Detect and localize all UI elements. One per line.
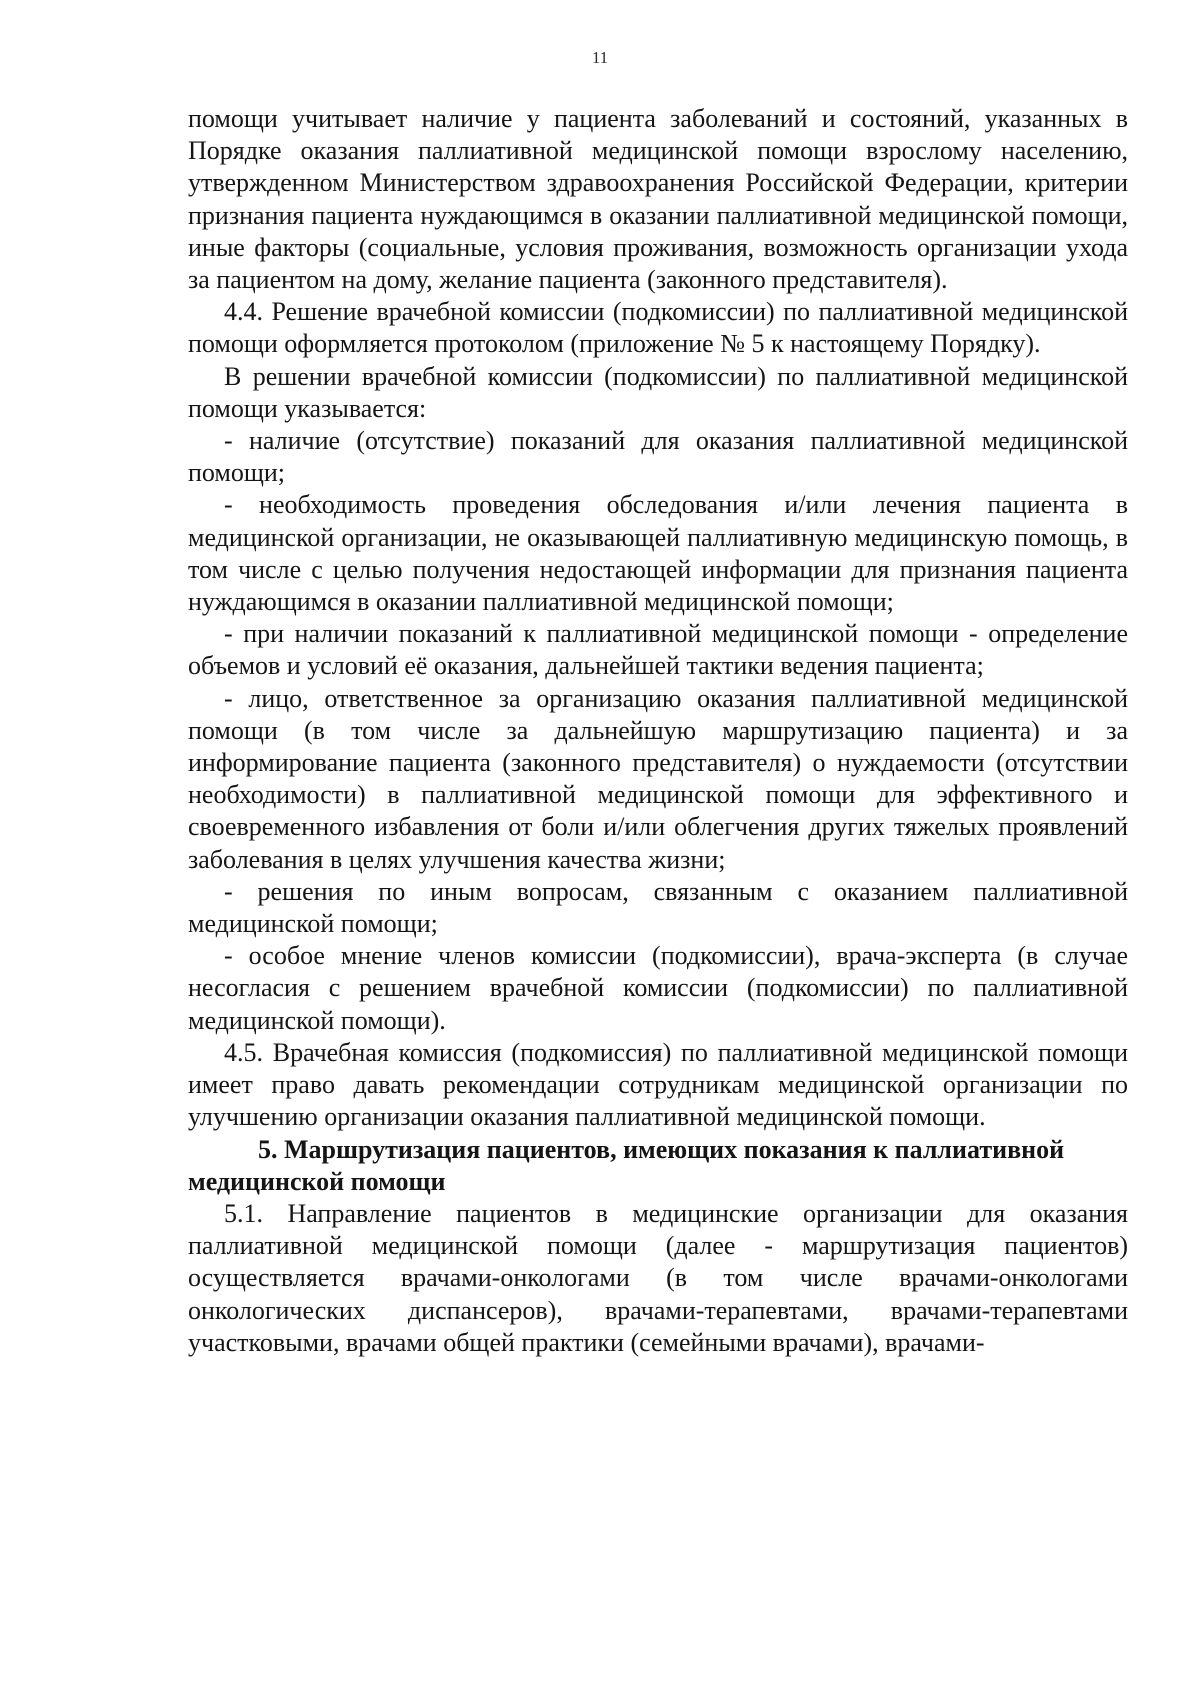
- paragraph-5-1: 5.1. Направление пациентов в медицинские организации для оказания паллиативной медицинской помощи (далее - маршрутизация пациентов) осуществляется врачами-онкологами (в том числе врачами-онкологами онкологических диспансеров), врачами-терапевтами, врачами-терапевтами участковыми, врачами общей практики (семейными врачами), врачами-: [188, 1198, 1128, 1357]
- paragraph-decision-contents: В решении врачебной комиссии (подкомиссии) по паллиативной медицинской помощи указывается:: [188, 361, 1128, 423]
- paragraph-continuation: помощи учитывает наличие у пациента заболеваний и состояний, указанных в Порядке оказания паллиативной медицинской помощи взрослому населению, утвержденном Министерством здравоохранения Российской Федерации, критерии признания пациента нуждающимся в оказании паллиативной медицинской помощи, иные факторы (социальные, условия проживания, возможность организации ухода за пациентом на дому, желание пациента (законного представителя).: [188, 104, 1128, 295]
- page-number: 11: [591, 48, 609, 67]
- paragraph-4-5: 4.5. Врачебная комиссия (подкомиссия) по паллиативной медицинской помощи имеет право давать рекомендации сотрудникам медицинской организации по улучшению организации оказания паллиативной медицинской помощи.: [188, 1037, 1128, 1132]
- paragraph-4-4: 4.4. Решение врачебной комиссии (подкомиссии) по паллиативной медицинской помощи оформляется протоколом (приложение № 5 к настоящему Порядку).: [188, 297, 1128, 359]
- list-item-responsible-person: - лицо, ответственное за организацию оказания паллиативной медицинской помощи (в том числе за дальнейшую маршрутизацию пациента) и за информирование пациента (законного представителя) о нуждаемости (отсутствии необходимости) в паллиативной медицинской помощи для эффективного и своевременного избавления от боли и/или облегчения других тяжелых проявлений заболевания в целях улучшения качества жизни;: [188, 683, 1128, 874]
- list-item-examination: - необходимость проведения обследования и/или лечения пациента в медицинской организации, не оказывающей паллиативную медицинскую помощь, в том числе с целью получения недостающей информации для признания пациента нуждающимся в оказании паллиативной медицинской помощи;: [188, 490, 1128, 617]
- list-item-dissenting-opinion: - особое мнение членов комиссии (подкомиссии), врача-эксперта (в случае несогласия с решением врачебной комиссии (подкомиссии) по паллиативной медицинской помощи).: [188, 941, 1128, 1035]
- section-5-heading: 5. Маршрутизация пациентов, имеющих показания к паллиативной медицинской помощи: [188, 1134, 1065, 1196]
- list-item-volume-conditions: - при наличии показаний к паллиативной медицинской помощи - определение объемов и условий её оказания, дальнейшей тактики ведения пациента;: [188, 619, 1128, 681]
- list-item-indications: - наличие (отсутствие) показаний для оказания паллиативной медицинской помощи;: [188, 426, 1128, 488]
- document-body: [188, 103, 1128, 1359]
- list-item-other-questions: - решения по иным вопросам, связанным с оказанием паллиативной медицинской помощи;: [188, 876, 1128, 939]
